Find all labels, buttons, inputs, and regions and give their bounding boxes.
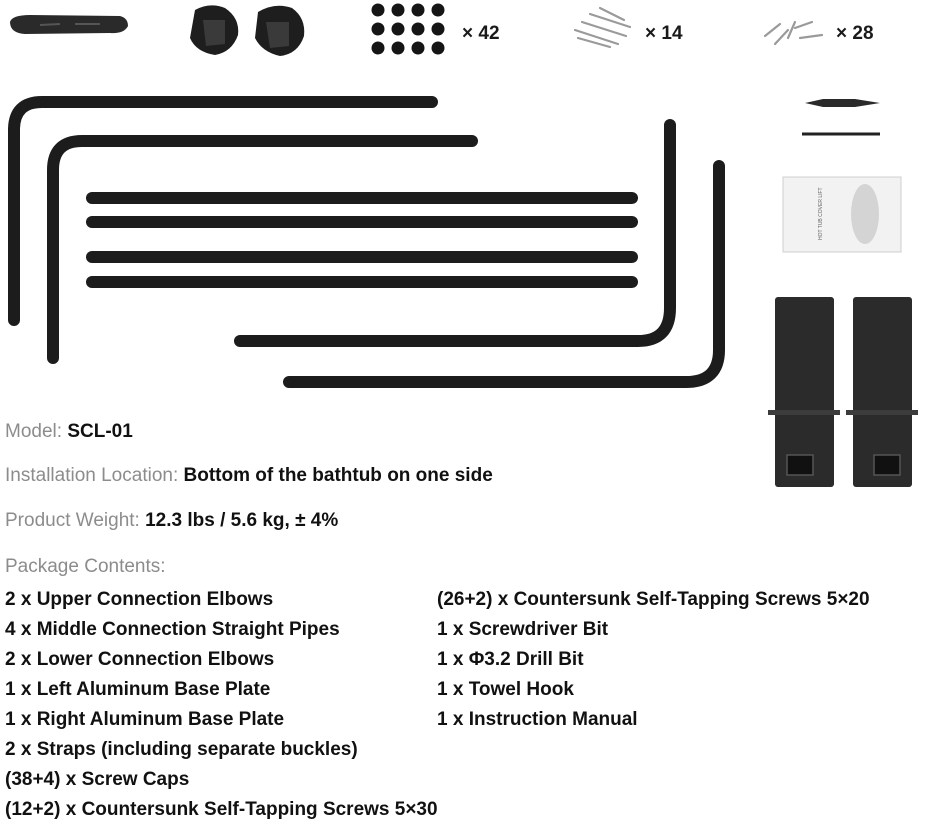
screw-caps-quantity: × 42: [462, 23, 500, 44]
list-item: 4 x Middle Connection Straight Pipes: [5, 619, 340, 640]
list-item: 1 x Left Aluminum Base Plate: [5, 679, 271, 700]
list-item: (12+2) x Countersunk Self-Tapping Screws 5×30: [5, 799, 438, 820]
product-weight-label: Product Weight:: [5, 510, 140, 531]
list-item: 1 x Instruction Manual: [437, 709, 638, 730]
product-weight-value: 12.3 lbs / 5.6 kg, ± 4%: [145, 510, 339, 531]
list-item: 2 x Upper Connection Elbows: [5, 589, 274, 610]
product-weight-line: [5, 511, 338, 530]
list-item: (38+4) x Screw Caps: [5, 769, 190, 790]
short-screws-quantity: × 28: [836, 23, 874, 44]
model-label: Model:: [5, 421, 63, 442]
middle-straight-pipes: [92, 198, 632, 282]
right-aluminum-base-plate: [846, 297, 918, 487]
screw-caps-image: [372, 4, 445, 55]
installation-location-label: Installation Location:: [5, 465, 179, 486]
list-item: (26+2) x Countersunk Self-Tapping Screws 5×20: [437, 589, 870, 610]
upper-elbow-pipes: [14, 102, 472, 358]
towel-hook-image: [10, 15, 128, 34]
list-item: 1 x Screwdriver Bit: [437, 619, 609, 640]
straps-image: [190, 5, 304, 56]
short-screws-image: [765, 22, 822, 44]
list-item: 1 x Φ3.2 Drill Bit: [437, 649, 584, 670]
long-screws-quantity: × 14: [645, 23, 683, 44]
package-contents-title: Package Contents:: [5, 556, 166, 577]
model-line: [5, 422, 133, 441]
model-value: SCL-01: [67, 421, 133, 442]
instruction-manual-image: [783, 177, 901, 252]
package-contents-left-list: [5, 585, 438, 825]
package-contents-right-list: [437, 585, 870, 735]
manual-cover-title: [818, 230, 828, 240]
left-aluminum-base-plate: [768, 297, 840, 487]
list-item: 2 x Straps (including separate buckles): [5, 739, 358, 760]
screwdriver-bit-image: [805, 99, 880, 107]
long-screws-image: [575, 8, 630, 47]
installation-location-value: Bottom of the bathtub on one side: [183, 465, 493, 486]
list-item: 1 x Towel Hook: [437, 679, 574, 700]
list-item: 2 x Lower Connection Elbows: [5, 649, 275, 670]
list-item: 1 x Right Aluminum Base Plate: [5, 709, 285, 730]
installation-location-line: [5, 466, 493, 485]
